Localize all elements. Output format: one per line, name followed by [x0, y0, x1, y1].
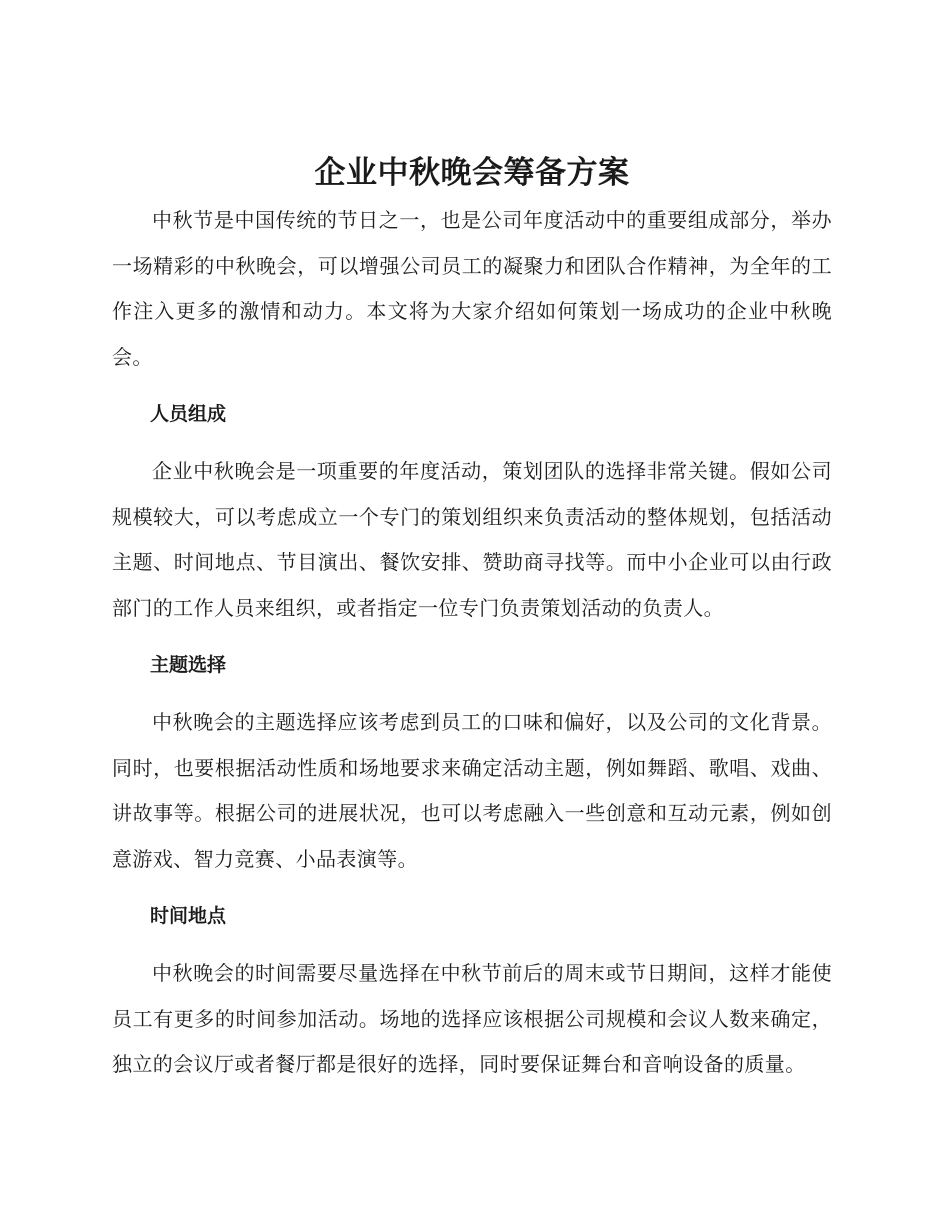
- document-page: [112, 150, 832, 1088]
- section-paragraph: 企业中秋晚会是一项重要的年度活动，策划团队的选择非常关键。假如公司规模较大，可以考虑成立一个专门的策划组织来负责活动的整体规划，包括活动主题、时间地点、节目演出、餐饮安排、赞助商寻找等。而中小企业可以由行政部门的工作人员来组织，或者指定一位专门负责策划活动的负责人。: [112, 459, 832, 620]
- document-title: 企业中秋晚会筹备方案: [314, 155, 630, 191]
- section-theme: [112, 643, 832, 882]
- section-heading: 人员组成: [150, 403, 227, 425]
- intro-paragraph: 中秋节是中国传统的节日之一，也是公司年度活动中的重要组成部分，举办一场精彩的中秋晚会，可以增强公司员工的凝聚力和团队合作精神，为全年的工作注入更多的激情和动力。本文将为大家介绍如何策划一场成功的企业中秋晚会。: [112, 208, 832, 369]
- section-heading: 时间地点: [150, 905, 227, 927]
- section-heading: 主题选择: [150, 654, 227, 676]
- section-paragraph: 中秋晚会的主题选择应该考虑到员工的口味和偏好，以及公司的文化背景。同时，也要根据活动性质和场地要求来确定活动主题，例如舞蹈、歌唱、戏曲、讲故事等。根据公司的进展状况，也可以考虑融入一些创意和互动元素，例如创意游戏、智力竞赛、小品表演等。: [112, 710, 832, 871]
- section-personnel: [112, 392, 832, 631]
- section-paragraph: 中秋晚会的时间需要尽量选择在中秋节前后的周末或节日期间，这样才能使员工有更多的时间参加活动。场地的选择应该根据公司规模和会议人数来确定，独立的会议厅或者餐厅都是很好的选择，同时要保证舞台和音响设备的质量。: [112, 961, 832, 1076]
- section-time-venue: [112, 894, 832, 1088]
